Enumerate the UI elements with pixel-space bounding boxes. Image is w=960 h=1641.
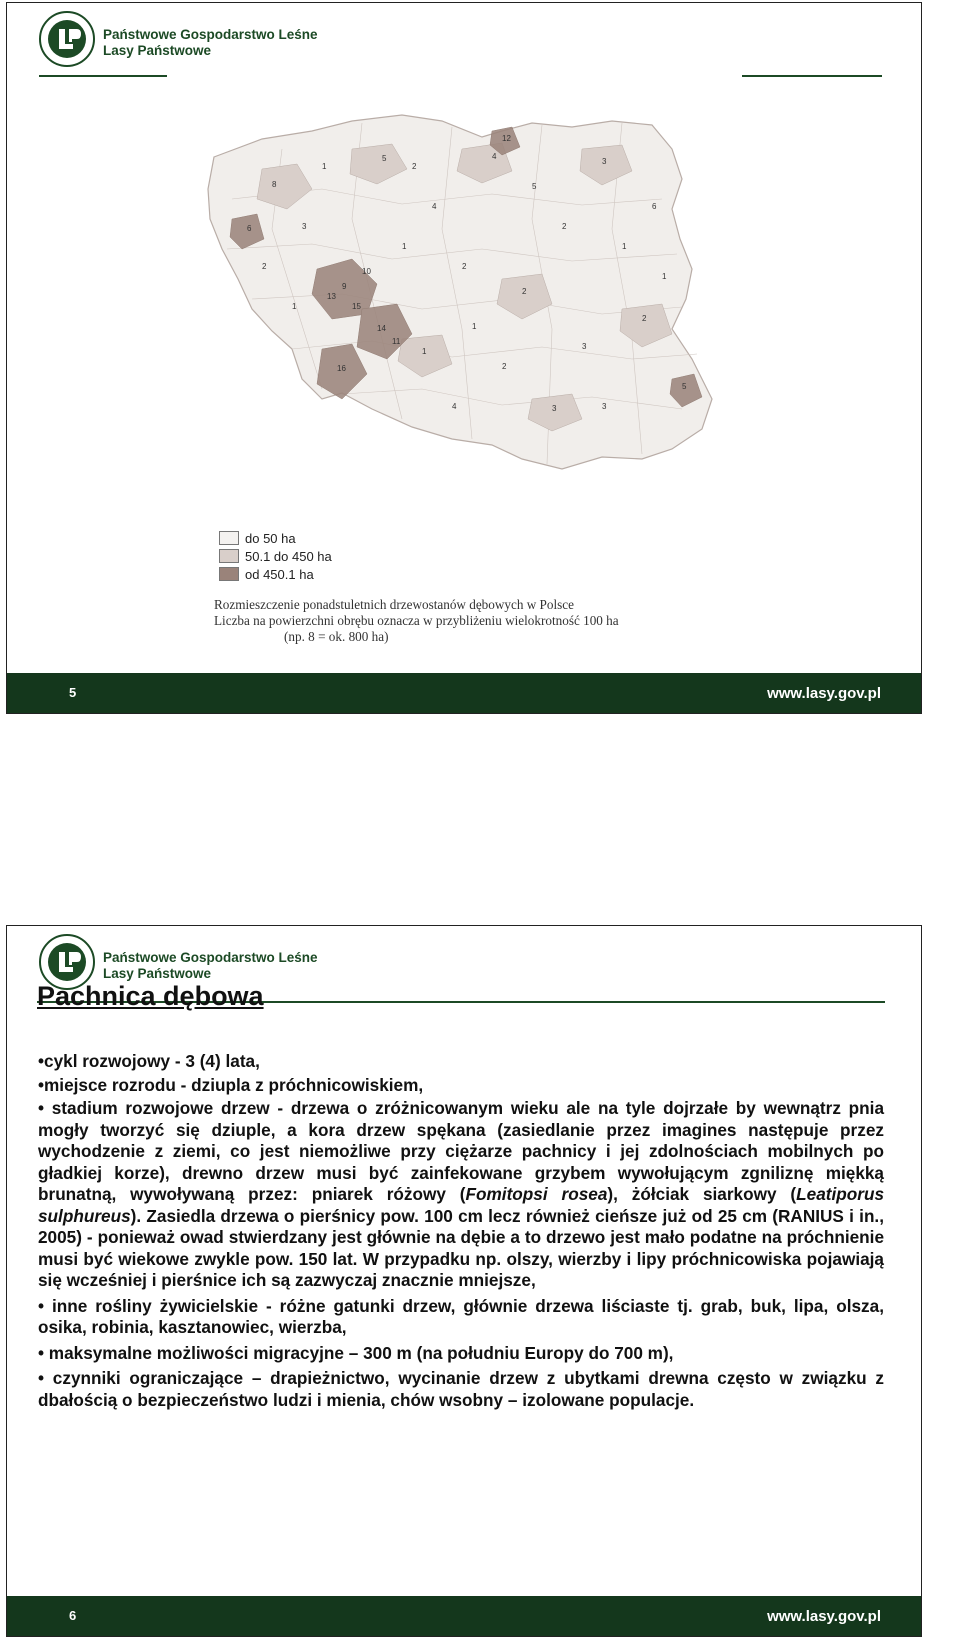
map-district-label: 5 (682, 382, 687, 391)
map-svg (202, 109, 762, 489)
map-district-label: 3 (302, 222, 307, 231)
org-line-1: Państwowe Gospodarstwo Leśne (103, 950, 318, 965)
map-district-label: 1 (472, 322, 477, 331)
bullet-item: •miejsce rozrodu - dziupla z próchnicowiskiem, (38, 1074, 424, 1095)
legend-swatch (219, 531, 239, 545)
org-name (103, 27, 318, 59)
caption-line-1: Rozmieszczenie ponadstuletnich drzewostanów dębowych w Polsce (214, 597, 574, 612)
map-district-label: 9 (342, 282, 347, 291)
map-district-label: 2 (262, 262, 267, 271)
bullet-item: •cykl rozwojowy - 3 (4) lata, (38, 1051, 260, 1071)
poland-oak-map (202, 109, 762, 489)
map-district-label: 5 (382, 154, 387, 163)
species-name: Fomitopsi rosea (465, 1184, 608, 1204)
map-district-label: 14 (377, 324, 386, 333)
map-district-label: 4 (492, 152, 497, 161)
slide-footer (7, 673, 921, 713)
legend-label: do 50 ha (245, 530, 296, 546)
map-district-label: 10 (362, 267, 371, 276)
header-rule-right (742, 75, 882, 77)
slide-footer (7, 1596, 921, 1636)
slide-body (38, 1051, 884, 1415)
map-district-label: 1 (662, 272, 667, 281)
map-district-label: 8 (272, 180, 277, 189)
map-caption (214, 597, 619, 645)
map-district-label: 1 (622, 242, 627, 251)
org-line-1: Państwowe Gospodarstwo Leśne (103, 27, 318, 42)
bullet-text: • stadium rozwojowe drzew - drzewa o zróżnicowanym wieku ale na tyle dojrzałe by wewnątrz pnia mogły tworzyć się dziuple, a kora drzew spękana (zasiedlanie przez imagines następuje przez wychodzenie z ziemi, co jest niemożliwe przy ciężarze pachnicy i jej zdolnościach mobilnych po gładkiej korze), drewno drzew musi być zainfekowane grzybem wywołującym zgniliznę miękką brunatną, wywoływaną przez: pniarek różowy ( (38, 1098, 884, 1204)
map-district-label: 6 (652, 202, 657, 211)
map-district-label: 6 (247, 224, 252, 233)
map-district-label: 4 (452, 402, 457, 411)
species-name: Leatiporus sulphureus (38, 1184, 884, 1226)
page-number: 6 (69, 1608, 77, 1623)
map-district-label: 13 (327, 292, 336, 301)
legend-label: 50.1 do 450 ha (245, 548, 332, 564)
org-name (103, 950, 318, 982)
map-district-label: 2 (462, 262, 467, 271)
slide-5 (6, 2, 922, 714)
header-rule-left (39, 75, 167, 77)
map-district-label: 3 (582, 342, 587, 351)
map-district-label: 1 (402, 242, 407, 251)
map-district-label: 3 (552, 404, 557, 413)
bullet-item (38, 1098, 884, 1292)
legend-swatch (219, 549, 239, 563)
map-district-label: 11 (392, 337, 401, 346)
footer-url-link[interactable]: www.lasy.gov.pl (767, 685, 881, 702)
caption-line-3: (np. 8 = ok. 800 ha) (284, 629, 389, 644)
legend-swatch (219, 567, 239, 581)
bullet-text: ), żółciak siarkowy ( (607, 1184, 797, 1204)
footer-url-link[interactable]: www.lasy.gov.pl (767, 1608, 881, 1625)
map-district-label: 4 (432, 202, 437, 211)
map-district-label: 2 (502, 362, 507, 371)
legend-item (219, 529, 332, 547)
caption-line-2: Liczba na powierzchni obrębu oznacza w przybliżeniu wielokrotność 100 ha (214, 613, 619, 628)
slide-title: Pachnica dębowa (37, 981, 264, 1011)
map-legend (219, 529, 332, 583)
map-district-label: 5 (532, 182, 537, 191)
bullet-item: • maksymalne możliwości migracyjne – 300 m (na południu Europy do 700 m), (38, 1342, 674, 1363)
bullet-item: • czynniki ograniczające – drapieżnictwo, wycinanie drzew z ubytkami drewna często w związku z dbałością o bezpieczeństwo ludzi i mienia, chów wsobny – izolowane populacje. (38, 1368, 884, 1410)
map-district-label: 2 (562, 222, 567, 231)
page-number: 5 (69, 685, 77, 700)
bullet-text: ). Zasiedla drzewa o pierśnicy pow. 100 cm lecz również cieńsze już od 25 cm (RANIUS i in., 2005) - ponieważ owad stwierdzany jest głównie na dębie a to drzewo jest mało podatne na próchnienie musi być wiekowe zwykle pow. 150 lat. W przypadku np. olszy, wierzby i lipy próchnicowiska pojawiają się wcześniej i pierśnice ich są zazwyczaj znacznie mniejsze, (38, 1205, 884, 1290)
map-district-label: 15 (352, 302, 361, 311)
bullet-item: • inne rośliny żywicielskie - różne gatunki drzew, głównie drzewa liściaste tj. grab, buk, lipa, olsza, osika, robinia, kasztanowiec, wierzba, (38, 1295, 884, 1337)
map-district-label: 1 (292, 302, 297, 311)
legend-item (219, 565, 332, 583)
map-district-label: 2 (642, 314, 647, 323)
org-line-2: Lasy Państwowe (103, 966, 212, 981)
legend-item (219, 547, 332, 565)
map-district-label: 2 (412, 162, 417, 171)
legend-label: od 450.1 ha (245, 566, 314, 582)
map-district-label: 2 (522, 287, 527, 296)
map-district-label: 3 (602, 402, 607, 411)
map-district-label: 1 (322, 162, 327, 171)
map-district-label: 3 (602, 157, 607, 166)
map-district-label: 12 (502, 134, 511, 143)
org-line-2: Lasy Państwowe (103, 43, 212, 58)
map-district-label: 1 (422, 347, 427, 356)
lasy-panstwowe-logo (39, 11, 95, 67)
map-district-label: 16 (337, 364, 346, 373)
slide-6 (6, 925, 922, 1637)
